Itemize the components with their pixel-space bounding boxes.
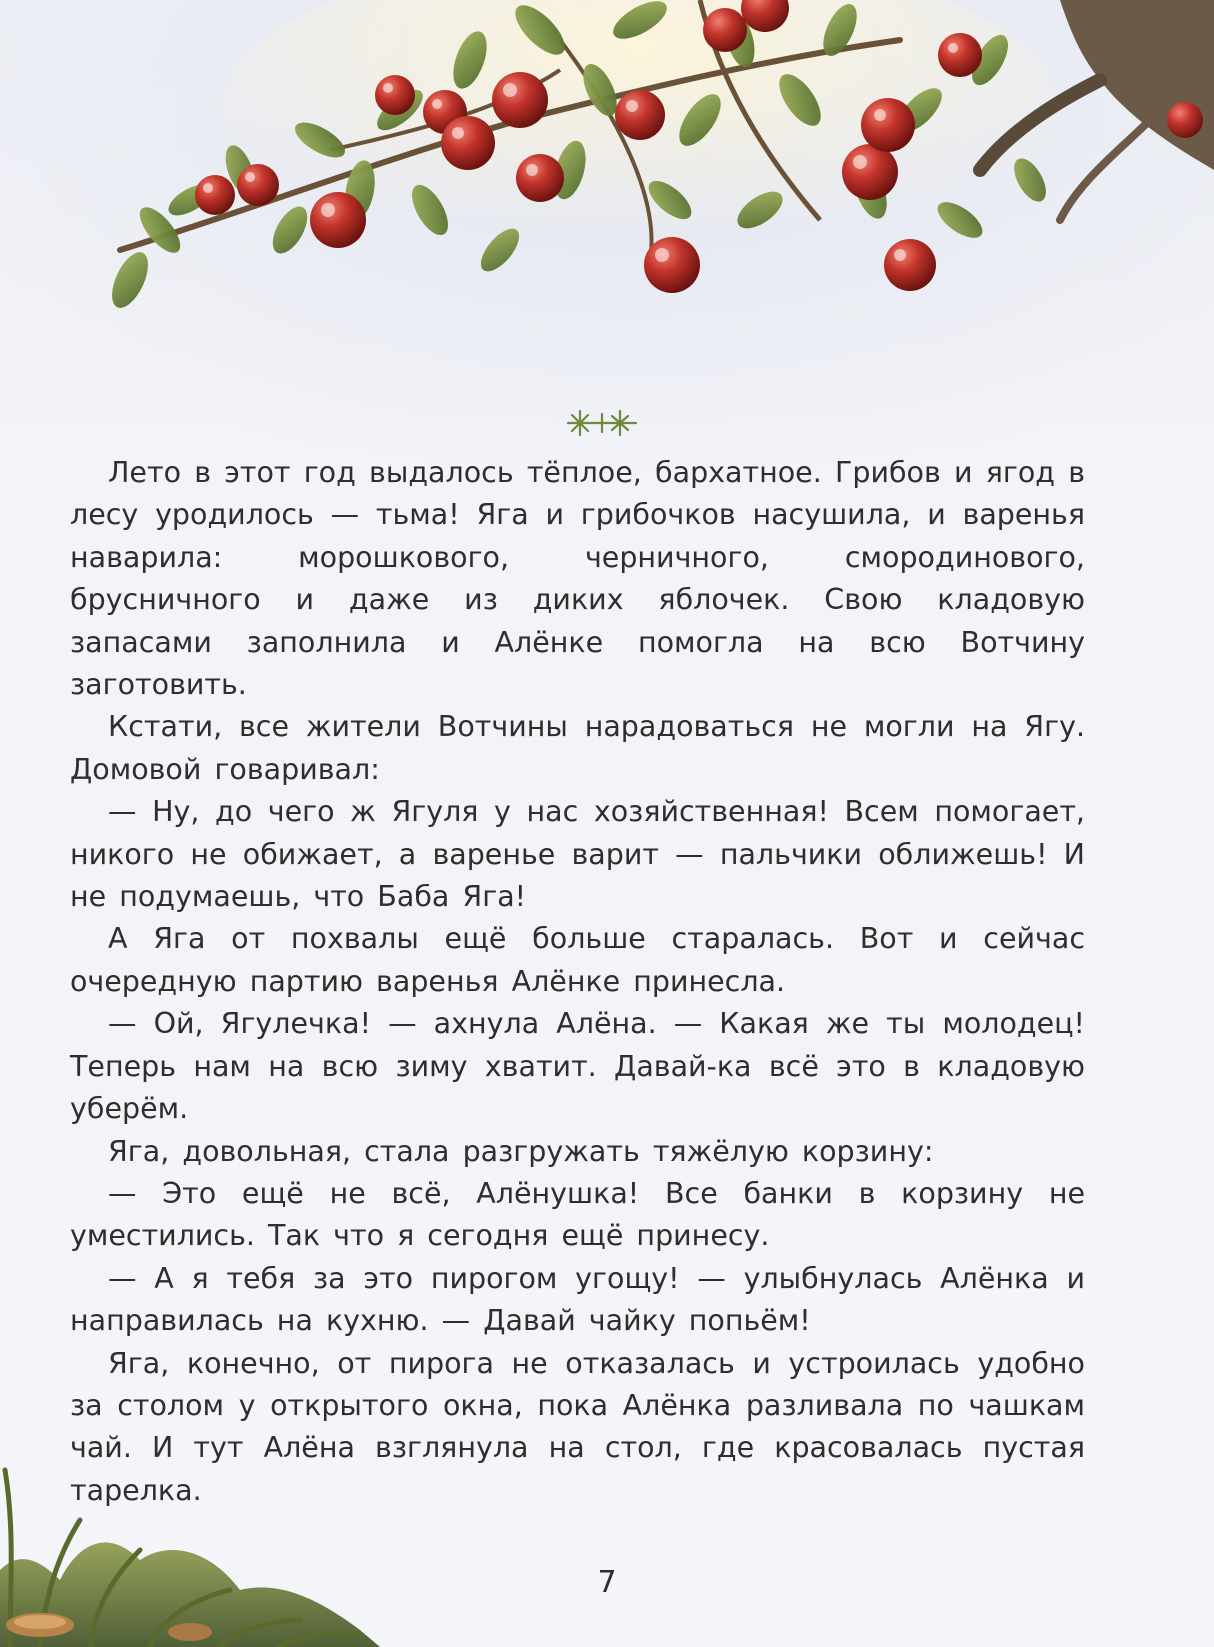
- berry-branch-illustration-icon: [0, 0, 1214, 360]
- paragraph: Кстати, все жители Вотчины нарадоваться не могли на Ягу. Домовой говаривал:: [70, 710, 1085, 786]
- paragraph: — А я тебя за это пирогом угощу! — улыбнулась Алёнка и направилась на кухню. — Давай чайку попьём!: [70, 1261, 1085, 1338]
- paragraph: Лето в этот год выдалось тёплое, бархатное. Грибов и ягод в лесу уродилось — тьма! Яга и грибочков насушила, и варенья наварила: морошкового, черничного, смородинового, брусничного и даже из диких яблочек. Свою кладовую запасами заполнила и Алёнке помогла на всю Вотчину заготовить.: [70, 456, 1085, 702]
- sprig-separator-icon: [562, 405, 642, 441]
- paragraph: А Яга от похвалы ещё больше старалась. Вот и сейчас очередную партию варенья Алёнке принесла.: [70, 922, 1085, 998]
- page-number: 7: [597, 1565, 617, 1600]
- grass-corner-illustration-icon: [0, 1450, 420, 1647]
- paragraph: — Ну, до чего ж Ягуля у нас хозяйственная! Всем помогает, никого не обижает, а варенье варит — пальчики оближешь! И не подумаешь, что Баба Яга!: [70, 795, 1085, 914]
- paragraph: — Ой, Ягулечка! — ахнула Алёна. — Какая же ты молодец! Теперь нам на всю зиму хватит. Давай-ка всё это в кладовую уберём.: [70, 1007, 1085, 1126]
- paragraph: Яга, конечно, от пирога не отказалась и устроилась удобно за столом у открытого окна, пока Алёнка разливала по чашкам чай. И тут Алёна взглянула на стол, где красовалась пустая тарелка.: [70, 1346, 1085, 1507]
- paragraph: Яга, довольная, стала разгружать тяжёлую корзину:: [108, 1134, 934, 1168]
- story-text: [70, 452, 1085, 1512]
- paragraph: — Это ещё не всё, Алёнушка! Все банки в корзину не уместились. Так что я сегодня ещё принесу.: [70, 1176, 1085, 1253]
